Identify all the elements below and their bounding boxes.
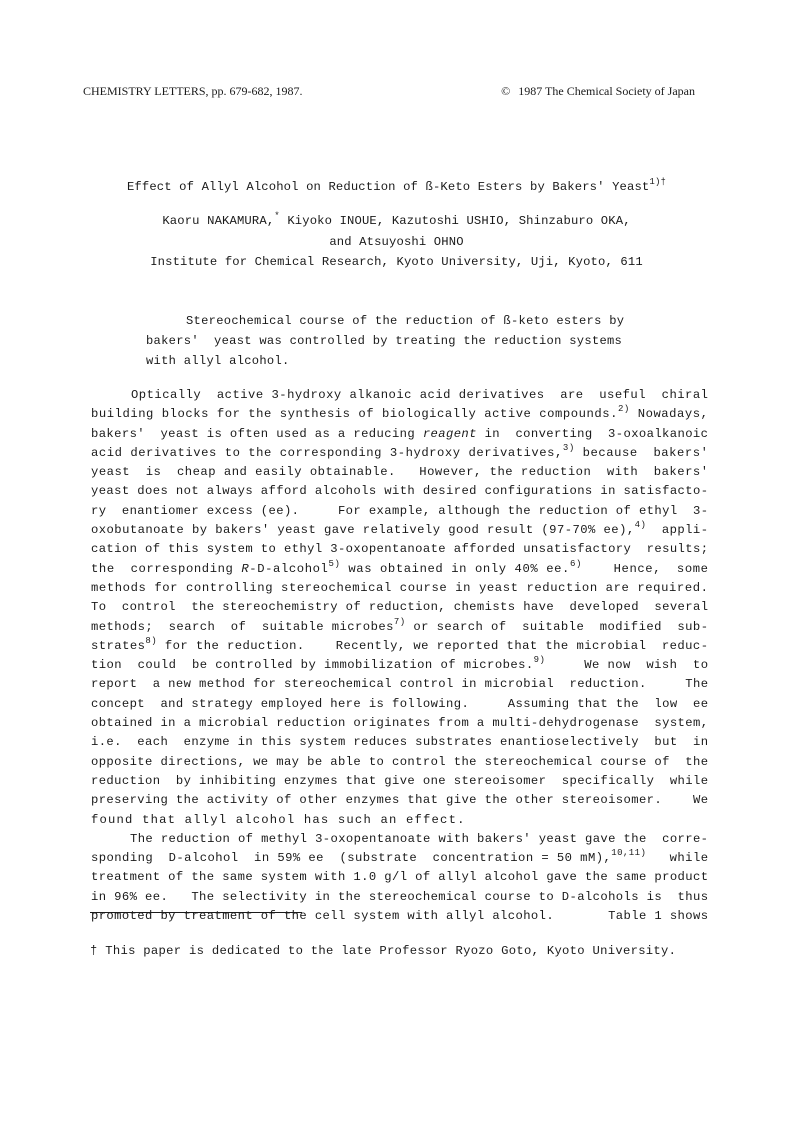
journal-citation: CHEMISTRY LETTERS, pp. 679-682, 1987. bbox=[83, 84, 303, 98]
corresponding-mark: * bbox=[274, 211, 280, 221]
body-line: concept and strategy employed here is following. Assuming that the low ee bbox=[91, 696, 709, 711]
body-line: promoted by treatment of the cell system with allyl alcohol. Table 1 shows bbox=[91, 909, 709, 924]
body-text-run: acid derivatives to the corresponding 3-hydroxy derivatives, bbox=[91, 445, 563, 460]
citation-ref: 7) bbox=[393, 616, 406, 627]
corresponding-author: Kaoru NAKAMURA, bbox=[162, 214, 275, 228]
citation-ref: 6) bbox=[569, 558, 582, 569]
body-text-run: We now wish to bbox=[545, 658, 709, 673]
authors-line-2: and Atsuyoshi OHNO bbox=[329, 235, 464, 249]
abstract bbox=[146, 311, 646, 371]
body-line: reduction by inhibiting enzymes that give one stereoisomer specifically while bbox=[91, 773, 709, 788]
body-line: yeast does not always afford alcohols with desired configurations in satisfacto- bbox=[91, 484, 709, 499]
body-line: obtained in a microbial reduction originates from a multi-dehydrogenase system, bbox=[91, 716, 709, 731]
italic-term: R bbox=[241, 561, 250, 576]
body-line bbox=[91, 444, 708, 463]
body-text-run: -D-alcohol bbox=[249, 561, 329, 576]
abstract-line: with allyl alcohol. bbox=[146, 354, 290, 368]
body-line: To control the stereochemistry of reduction, chemists have developed several bbox=[91, 600, 709, 615]
body-text-run: or search of suitable modified sub- bbox=[405, 619, 709, 634]
body-line bbox=[91, 425, 708, 444]
copyright-symbol: © bbox=[501, 84, 511, 98]
body-line: opposite directions, we may be able to control the stereochemical course of the bbox=[91, 754, 709, 769]
title-text: Effect of Allyl Alcohol on Reduction of ß-Keto Esters by Bakers' Yeast bbox=[126, 180, 650, 194]
body-text-run: bakers' yeast is often used as a reducing bbox=[91, 426, 423, 441]
citation-ref: 3) bbox=[562, 442, 575, 453]
footnote-rule bbox=[90, 912, 302, 913]
citation-ref: 10,11) bbox=[611, 848, 647, 859]
abstract-line: bakers' yeast was controlled by treating the reduction systems bbox=[146, 334, 623, 348]
body-line: in 96% ee. The selectivity in the stereochemical course to D-alcohols is thus bbox=[91, 889, 709, 904]
body-line: cation of this system to ethyl 3-oxopentanoate afforded unsatisfactory results; bbox=[91, 542, 709, 557]
body-text-run: oxobutanoate by bakers' yeast gave relatively good result (97-70% ee), bbox=[91, 523, 635, 538]
dagger-mark: † bbox=[90, 944, 98, 958]
citation-ref: 4) bbox=[634, 520, 647, 531]
abstract-line: Stereochemical course of the reduction of ß-keto esters by bbox=[186, 314, 625, 328]
body-text-run: Hence, some bbox=[581, 561, 709, 576]
body-line bbox=[91, 521, 708, 540]
body-text-run: methods; search of suitable microbes bbox=[91, 619, 394, 634]
body-text-run: strates bbox=[91, 638, 146, 653]
citation-ref: 5) bbox=[328, 558, 341, 569]
body-line: The reduction of methyl 3-oxopentanoate with bakers' yeast gave the corre- bbox=[130, 831, 709, 846]
body-line bbox=[91, 560, 708, 579]
body-text-run: the corresponding bbox=[91, 561, 242, 576]
citation-ref: 2) bbox=[617, 404, 630, 415]
body-line: methods for controlling stereochemical course in yeast reduction are required. bbox=[91, 580, 709, 595]
body-text-run: Nowadays, bbox=[629, 407, 709, 422]
affiliation: Institute for Chemical Research, Kyoto University, Uji, Kyoto, 611 bbox=[150, 255, 643, 269]
body-text-run: sponding D-alcohol in 59% ee (substrate concentration = 50 mM), bbox=[91, 851, 612, 866]
body-line: yeast is cheap and easily obtainable. However, the reduction with bakers' bbox=[91, 465, 709, 480]
body-text-run: appli- bbox=[646, 523, 709, 538]
footnote-text: This paper is dedicated to the late Professor Ryozo Goto, Kyoto University. bbox=[97, 944, 677, 958]
italic-term: reagent bbox=[422, 426, 477, 441]
body-line: found that allyl alcohol has such an effect. bbox=[91, 812, 466, 827]
authors-line-1 bbox=[60, 211, 733, 228]
footnote bbox=[90, 944, 676, 958]
body-line: preserving the activity of other enzymes that give the other stereoisomer. We bbox=[91, 793, 709, 808]
running-header bbox=[83, 84, 695, 100]
body-line: ry enantiomer excess (ee). For example, although the reduction of ethyl 3- bbox=[91, 503, 709, 518]
body-line: i.e. each enzyme in this system reduces substrates enantioselectively but in bbox=[91, 735, 709, 750]
body-line bbox=[91, 618, 708, 637]
body-line bbox=[91, 849, 708, 868]
body-line bbox=[91, 637, 708, 656]
body-text-run: tion could be controlled by immobilization of microbes. bbox=[91, 658, 534, 673]
body-text-run: building blocks for the synthesis of biologically active compounds. bbox=[91, 407, 618, 422]
copyright-notice bbox=[501, 84, 695, 99]
co-authors: Kiyoko INOUE, Kazutoshi USHIO, Shinzaburo OKA, bbox=[279, 214, 631, 228]
body-line: report a new method for stereochemical control in microbial reduction. The bbox=[91, 677, 709, 692]
body-text-run: while bbox=[646, 851, 709, 866]
body-text bbox=[91, 386, 708, 926]
body-text-run: was obtained in only 40% ee. bbox=[340, 561, 570, 576]
title-footnote-mark: 1)† bbox=[649, 177, 667, 187]
body-line bbox=[91, 405, 708, 424]
body-text-run: because bakers' bbox=[574, 445, 709, 460]
copyright-text: 1987 The Chemical Society of Japan bbox=[518, 84, 695, 98]
body-line: Optically active 3-hydroxy alkanoic acid derivatives are useful chiral bbox=[131, 388, 709, 402]
body-line: treatment of the same system with 1.0 g/l of allyl alcohol gave the same product bbox=[91, 870, 709, 885]
body-line bbox=[91, 656, 708, 675]
body-text-run: for the reduction. Recently, we reported that the microbial reduc- bbox=[157, 638, 709, 653]
paper-title bbox=[60, 177, 733, 194]
body-text-run: in converting 3-oxoalkanoic bbox=[476, 426, 709, 441]
citation-ref: 8) bbox=[145, 635, 158, 646]
citation-ref: 9) bbox=[533, 655, 546, 666]
